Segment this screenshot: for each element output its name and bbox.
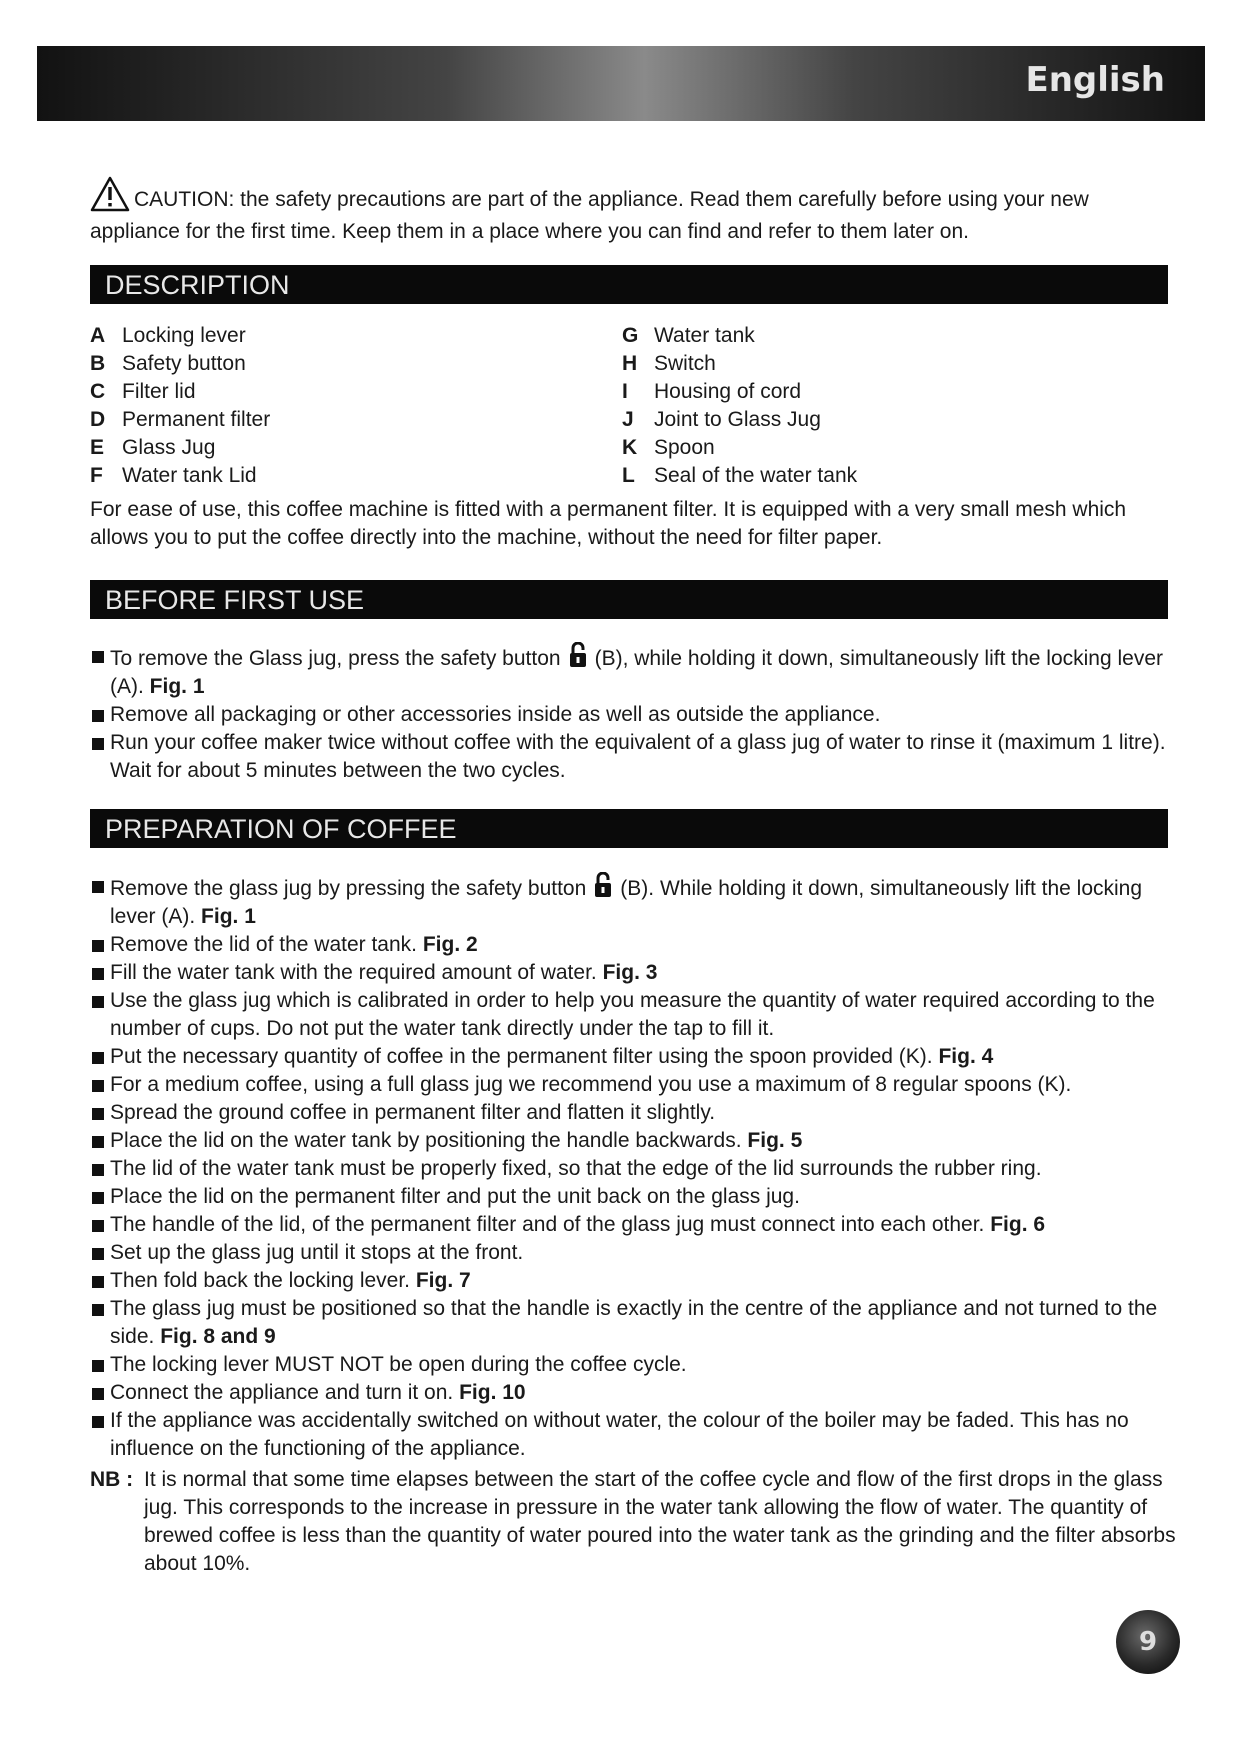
list-item: K Spoon (622, 436, 715, 459)
header-bar (37, 46, 1205, 121)
list-item: Set up the glass jug until it stops at the front. (90, 1239, 1172, 1267)
list-item: D Permanent filter (90, 408, 271, 431)
description-paragraph: For ease of use, this coffee machine is fitted with a permanent filter. It is equipped with a very small mesh which allows you to put the coffee directly into the machine, without the need for filter paper. (90, 498, 1127, 549)
list-item: Remove the lid of the water tank. Fig. 2 (90, 931, 1172, 959)
list-item: J Joint to Glass Jug (622, 408, 821, 431)
description-list-left (90, 322, 270, 490)
list-item: C Filter lid (90, 380, 196, 403)
section-before-first-use-heading: BEFORE FIRST USE (90, 580, 1168, 619)
list-item: The glass jug must be positioned so that the handle is exactly in the centre of the appliance and not turned to the side. Fig. 8 and 9 (90, 1295, 1172, 1351)
list-item: Connect the appliance and turn it on. Fig. 10 (90, 1379, 1172, 1407)
list-item: Run your coffee maker twice without coffee with the equivalent of a glass jug of water to rinse it (maximum 1 litre). Wait for about 5 minutes between the two cycles. (90, 729, 1172, 785)
list-item: L Seal of the water tank (622, 464, 858, 487)
unlock-padlock-icon (594, 872, 612, 898)
list-item: Place the lid on the water tank by positioning the handle backwards. Fig. 5 (90, 1127, 1172, 1155)
description-list-right (622, 322, 857, 490)
list-item: G Water tank (622, 324, 755, 347)
before-first-use-list (90, 642, 1172, 785)
list-item: For a medium coffee, using a full glass jug we recommend you use a maximum of 8 regular spoons (K). (90, 1071, 1172, 1099)
nb-text: It is normal that some time elapses between the start of the coffee cycle and flow of the first drops in the glass jug. This corresponds to the increase in pressure in the water tank allowing the flow of water. The quantity of brewed coffee is less than the quantity of water poured into the water tank as the grinding and the filter absorbs about 10%. (144, 1468, 1176, 1575)
list-item: B Safety button (90, 352, 246, 375)
list-item: Remove the glass jug by pressing the safety button (B). While holding it down, simultaneously lift the locking lever (A). Fig. 1 (90, 872, 1172, 931)
unlock-padlock-icon (569, 642, 587, 668)
list-item: Fill the water tank with the required amount of water. Fig. 3 (90, 959, 1172, 987)
list-item: Place the lid on the permanent filter and put the unit back on the glass jug. (90, 1183, 1172, 1211)
list-item: If the appliance was accidentally switched on without water, the colour of the boiler may be faded. This has no influence on the functioning of the appliance. (90, 1407, 1172, 1463)
warning-triangle-icon (90, 176, 130, 212)
list-item: To remove the Glass jug, press the safety button (B), while holding it down, simultaneously lift the locking lever (A). Fig. 1 (90, 642, 1172, 701)
list-item: A Locking lever (90, 324, 246, 347)
list-item: Spread the ground coffee in permanent filter and flatten it slightly. (90, 1099, 1172, 1127)
caution-text: CAUTION: the safety precautions are part of the appliance. Read them carefully before using your new appliance for the first time. Keep them in a place where you can find and refer to them later on. (90, 188, 1089, 243)
list-item: The locking lever MUST NOT be open during the coffee cycle. (90, 1351, 1172, 1379)
list-item: Put the necessary quantity of coffee in the permanent filter using the spoon provided (K). Fig. 4 (90, 1043, 1172, 1071)
preparation-list (90, 872, 1172, 1463)
section-preparation-heading: PREPARATION OF COFFEE (90, 809, 1168, 848)
list-item: Use the glass jug which is calibrated in order to help you measure the quantity of water required according to the number of cups. Do not put the water tank directly under the tap to fill it. (90, 987, 1172, 1043)
page-number: 9 (1116, 1610, 1180, 1674)
nb-label: NB : (90, 1468, 134, 1491)
list-item: E Glass Jug (90, 436, 216, 459)
list-item: I Housing of cord (622, 380, 802, 403)
nb-note (90, 1466, 1190, 1578)
section-description-heading: DESCRIPTION (90, 265, 1168, 304)
language-label: English (1025, 60, 1165, 100)
list-item: H Switch (622, 352, 716, 375)
list-item: The handle of the lid, of the permanent filter and of the glass jug must connect into each other. Fig. 6 (90, 1211, 1172, 1239)
caution-notice (90, 176, 1180, 248)
list-item: The lid of the water tank must be properly fixed, so that the edge of the lid surrounds the rubber ring. (90, 1155, 1172, 1183)
list-item: Remove all packaging or other accessories inside as well as outside the appliance. (90, 701, 1172, 729)
list-item: Then fold back the locking lever. Fig. 7 (90, 1267, 1172, 1295)
list-item: F Water tank Lid (90, 464, 257, 487)
